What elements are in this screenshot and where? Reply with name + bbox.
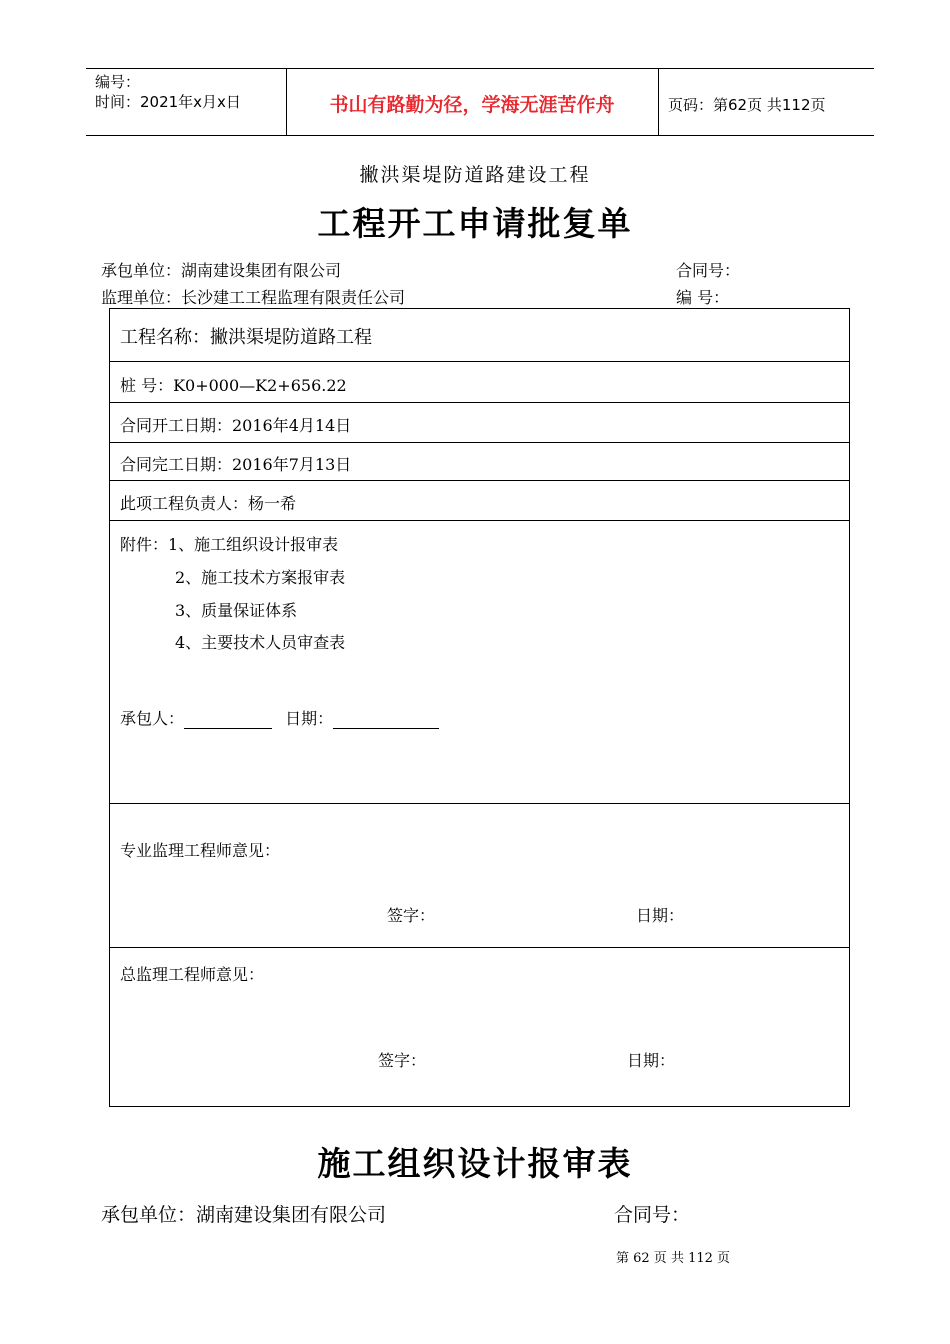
serial-number: 编 号：	[676, 288, 730, 307]
contract-end-date: 合同完工日期：2016年7月13日	[120, 455, 352, 474]
contract-start-date: 合同开工日期：2016年4月14日	[120, 416, 352, 435]
chief-sign-label: 签字：	[378, 1051, 427, 1070]
form-row-project-name	[110, 309, 849, 362]
header-top-border	[86, 68, 874, 69]
second-contractor-unit: 承包单位：湖南建设集团有限公司	[101, 1204, 387, 1226]
form-row-end-date	[110, 443, 849, 481]
stake-number: 桩 号：K0+000—K2+656.22	[120, 376, 347, 395]
header-time-label: 时间：2021年x月x日	[95, 93, 241, 111]
header-divider	[658, 68, 659, 136]
engineer-opinion-label: 专业监理工程师意见：	[120, 841, 281, 860]
form-row-engineer-opinion	[110, 804, 849, 948]
section-title: 施工组织设计报审表	[317, 1144, 633, 1183]
chief-date-label: 日期：	[627, 1051, 676, 1070]
engineer-sign-label: 签字：	[387, 906, 436, 925]
contractor-date-blank	[333, 712, 439, 729]
project-name: 工程名称：撇洪渠堤防道路工程	[120, 327, 372, 348]
attachment-item: 2、施工技术方案报审表	[175, 568, 346, 587]
project-responsible: 此项工程负责人：杨一希	[120, 494, 297, 513]
header-number-label: 编号：	[95, 73, 141, 91]
form-row-responsible	[110, 481, 849, 521]
page-footer: 第 62 页 共 112 页	[616, 1251, 731, 1266]
chief-opinion-label: 总监理工程师意见：	[120, 965, 265, 984]
form-row-stake	[110, 362, 849, 403]
engineer-date-label: 日期：	[636, 906, 685, 925]
page-title: 工程开工申请批复单	[317, 204, 633, 243]
project-subtitle: 撇洪渠堤防道路建设工程	[359, 164, 591, 186]
approval-form	[109, 308, 850, 1107]
contractor-unit: 承包单位：湖南建设集团有限公司	[101, 261, 342, 280]
contractor-date-label: 日期：	[285, 709, 334, 728]
contract-number: 合同号：	[676, 261, 741, 280]
attachment-item: 3、质量保证体系	[175, 601, 298, 620]
second-contract-number: 合同号：	[614, 1204, 691, 1226]
contractor-sign-label: 承包人：	[120, 709, 185, 728]
header-bottom-border	[86, 135, 874, 136]
contractor-signature-line	[120, 706, 439, 729]
header-motto: 书山有路勤为径，学海无涯苦作舟	[329, 94, 615, 116]
contractor-sign-blank	[184, 712, 272, 729]
form-row-attachments	[110, 521, 849, 804]
header-page-info: 页码：第62页 共112页	[668, 96, 826, 114]
supervisor-unit: 监理单位：长沙建工工程监理有限责任公司	[101, 288, 406, 307]
form-row-start-date	[110, 403, 849, 443]
attachment-item: 4、主要技术人员审查表	[175, 633, 346, 652]
attachment-item: 附件：1、施工组织设计报审表	[120, 535, 339, 554]
form-row-chief-opinion	[110, 948, 849, 1106]
